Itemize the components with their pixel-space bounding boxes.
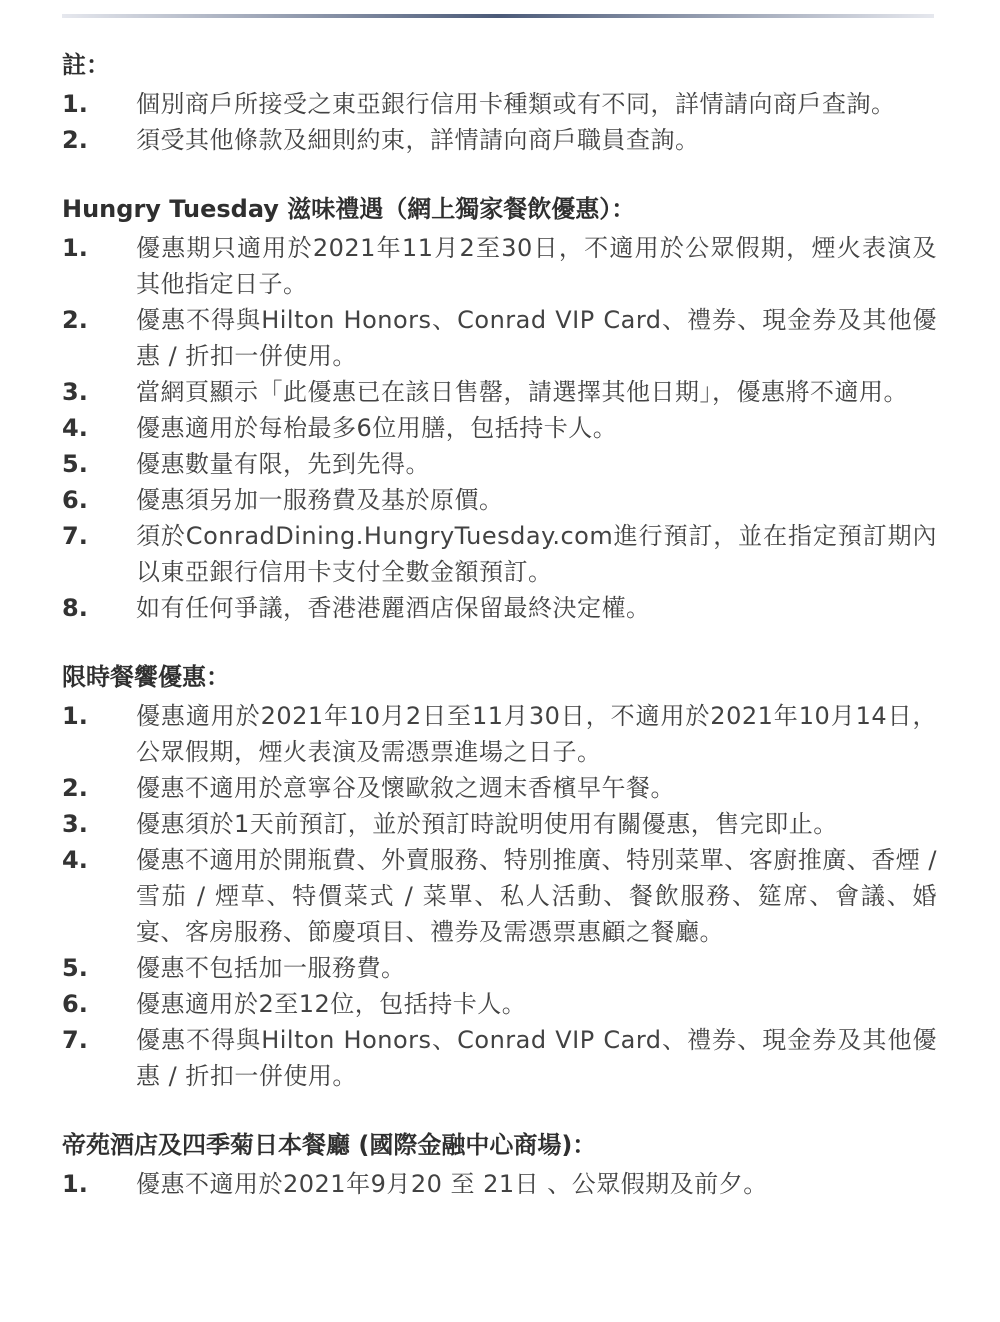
- hungry-tuesday-section: [62, 192, 937, 626]
- item-text: 個別商戶所接受之東亞銀行信用卡種類或有不同，詳情請向商戶查詢。: [136, 90, 896, 118]
- item-text: 須於ConradDining.HungryTuesday.com進行預訂，並在指定預訂期內以東亞銀行信用卡支付全數金額預訂。: [136, 522, 937, 586]
- item-text: 優惠適用於每枱最多6位用膳，包括持卡人。: [136, 414, 618, 442]
- item-text: 優惠適用於2021年10月2日至11月30日，不適用於2021年10月14日，公眾假期，煙火表演及需憑票進場之日子。: [136, 702, 937, 766]
- item-number: 2.: [62, 126, 88, 154]
- list-item: [62, 86, 937, 122]
- list-item: [62, 482, 937, 518]
- list-item: [62, 446, 937, 482]
- list-item: [62, 590, 937, 626]
- item-text: 優惠期只適用於2021年11月2至30日，不適用於公眾假期，煙火表演及其他指定日子。: [136, 234, 937, 298]
- item-text: 優惠須另加一服務費及基於原價。: [136, 486, 504, 514]
- limited-dining-offer-section: [62, 660, 937, 1094]
- item-text: 優惠不得與Hilton Honors、Conrad VIP Card、禮券、現金券及其他優惠 / 折扣一併使用。: [136, 306, 937, 370]
- item-text: 優惠不得與Hilton Honors、Conrad VIP Card、禮券、現金券及其他優惠 / 折扣一併使用。: [136, 1026, 937, 1090]
- section-heading: 帝苑酒店及四季菊日本餐廳 (國際金融中心商場)：: [62, 1131, 597, 1159]
- item-text: 優惠須於1天前預訂，並於預訂時說明使用有關優惠，售完即止。: [136, 810, 838, 838]
- list-item: [62, 122, 937, 158]
- item-text: 須受其他條款及細則約束，詳情請向商戶職員查詢。: [136, 126, 700, 154]
- item-number: 3.: [62, 810, 88, 838]
- item-number: 5.: [62, 954, 88, 982]
- item-number: 1.: [62, 90, 88, 118]
- item-number: 1.: [62, 702, 88, 730]
- notes-section: [62, 48, 937, 158]
- list-item: [62, 374, 937, 410]
- section-heading: 註：: [62, 51, 110, 79]
- terms-content: [62, 48, 937, 1236]
- item-number: 7.: [62, 522, 88, 550]
- item-number: 2.: [62, 774, 88, 802]
- item-number: 6.: [62, 990, 88, 1018]
- item-text: 當網頁顯示「此優惠已在該日售罄，請選擇其他日期」，優惠將不適用。: [136, 378, 908, 406]
- item-number: 1.: [62, 234, 88, 262]
- item-number: 5.: [62, 450, 88, 478]
- list-item: [62, 770, 937, 806]
- section-heading: 限時餐饗優惠：: [62, 663, 230, 691]
- list-item: [62, 986, 937, 1022]
- item-text: 優惠不適用於意寧谷及懷歐敘之週末香檳早午餐。: [136, 774, 675, 802]
- item-text: 優惠不適用於2021年9月20 至 21日 、公眾假期及前夕。: [136, 1170, 768, 1198]
- list-item: [62, 950, 937, 986]
- item-number: 4.: [62, 414, 88, 442]
- item-text: 優惠適用於2至12位，包括持卡人。: [136, 990, 527, 1018]
- list-item: [62, 230, 937, 302]
- item-number: 8.: [62, 594, 88, 622]
- list-item: [62, 842, 937, 950]
- regal-shiki-section: [62, 1128, 937, 1202]
- list-item: [62, 806, 937, 842]
- item-text: 優惠不適用於開瓶費、外賣服務、特別推廣、特別菜單、客廚推廣、香煙 / 雪茄 / 煙草、特價菜式 / 菜單、私人活動、餐飲服務、筵席、會議、婚宴、客房服務、節慶項目、禮券及需憑票惠顧之餐廳。: [136, 846, 937, 946]
- section-heading: Hungry Tuesday 滋味禮遇（網上獨家餐飲優惠）：: [62, 195, 636, 223]
- item-number: 6.: [62, 486, 88, 514]
- list-item: [62, 1166, 937, 1202]
- list-item: [62, 1022, 937, 1094]
- item-text: 如有任何爭議，香港港麗酒店保留最終決定權。: [136, 594, 651, 622]
- item-number: 3.: [62, 378, 88, 406]
- list-item: [62, 698, 937, 770]
- item-number: 2.: [62, 306, 88, 334]
- item-number: 1.: [62, 1170, 88, 1198]
- list-item: [62, 410, 937, 446]
- item-number: 4.: [62, 846, 88, 874]
- top-divider: [62, 14, 934, 18]
- item-number: 7.: [62, 1026, 88, 1054]
- list-item: [62, 518, 937, 590]
- item-text: 優惠不包括加一服務費。: [136, 954, 406, 982]
- item-text: 優惠數量有限，先到先得。: [136, 450, 430, 478]
- list-item: [62, 302, 937, 374]
